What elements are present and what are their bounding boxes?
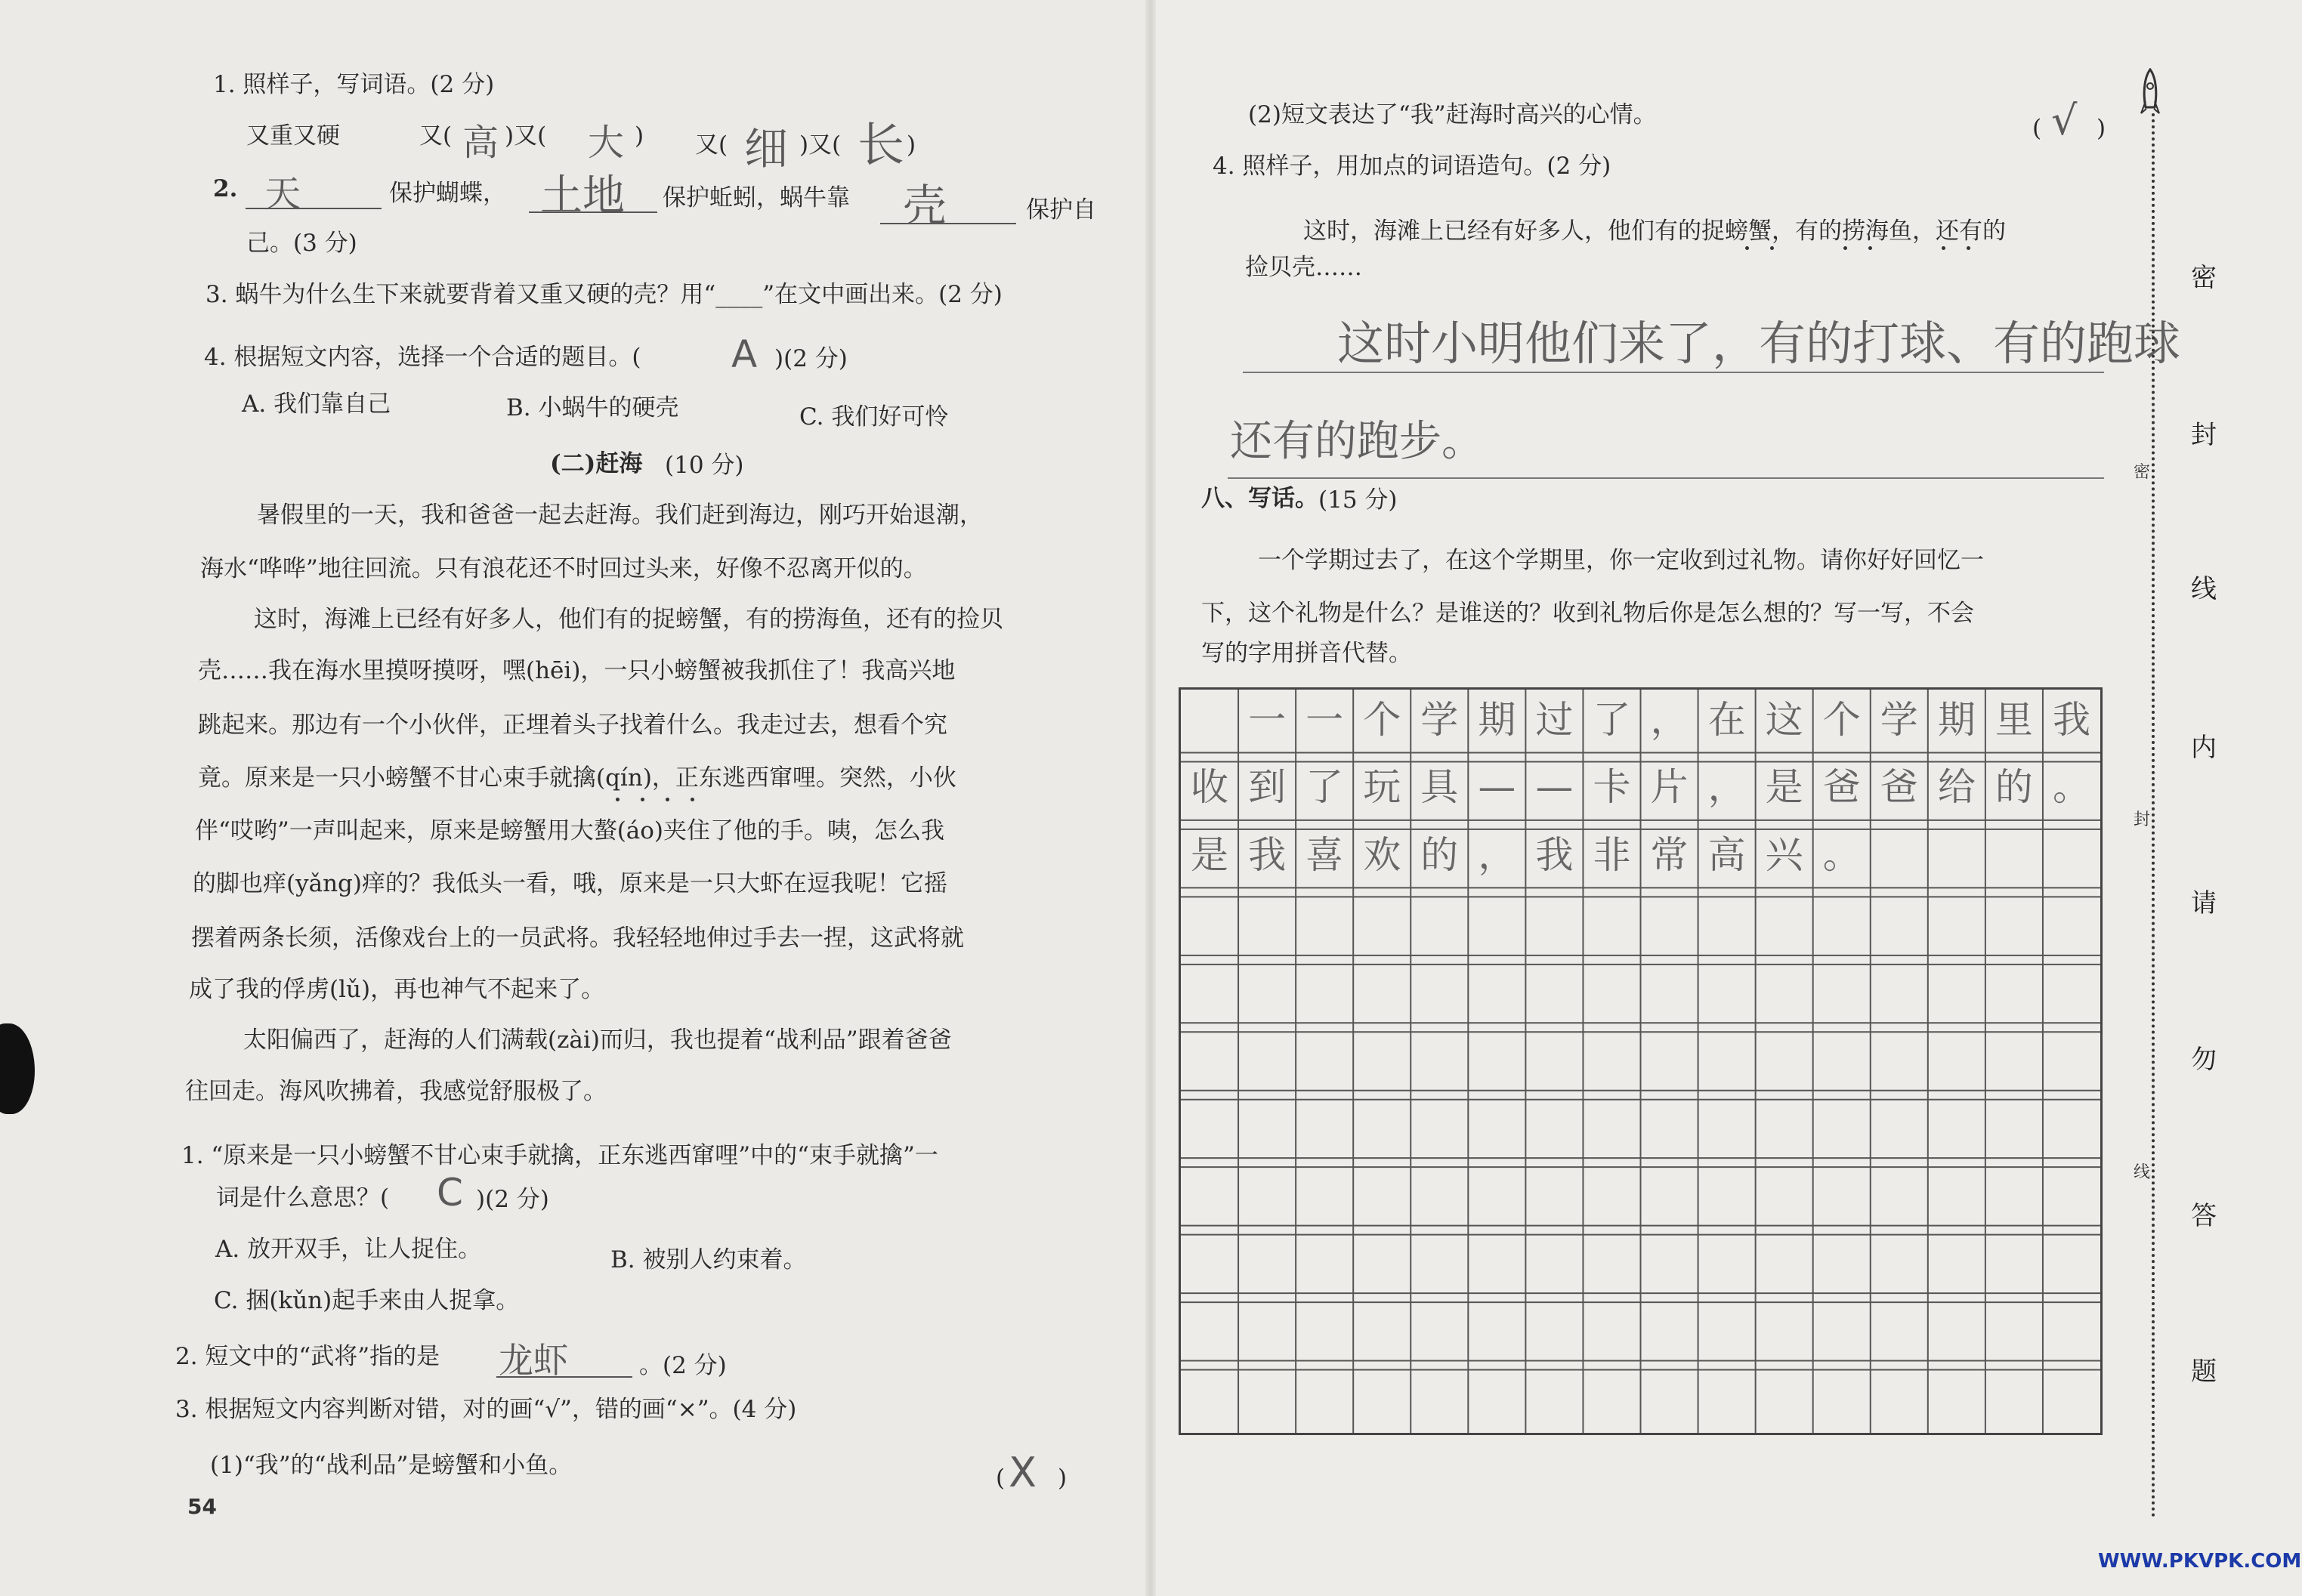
q1-open2: 又( [695, 131, 728, 159]
passage-line: 太阳偏西了，赶海的人们满载(zài)而归，我也提着“战利品”跟着爸爸 [243, 1026, 952, 1054]
grid-cell-char: 里 [1995, 698, 2033, 742]
side-char: 请 [2191, 888, 2217, 918]
passage-line: 暑假里的一天，我和爸爸一起去赶海。我们赶到海边，刚巧开始退潮， [257, 502, 983, 529]
passage-line: 跳起来。那边有一个小伙伴，正埋着头子找着什么。我走过去，想看个究 [198, 712, 947, 739]
q4r-sample-2: 捡贝壳…… [1245, 254, 1362, 281]
side-small-char: 密 [2134, 459, 2150, 483]
q4-text-b: )(2 分) [774, 345, 848, 372]
grid-cell-char [1985, 825, 2043, 892]
q2-text-4: 己。(3 分) [246, 230, 357, 257]
pq2-text-b: 。(2 分) [639, 1352, 727, 1379]
grid-cell-char [1871, 825, 1928, 892]
pq2-answer: 龙虾 [499, 1340, 568, 1381]
grid-cell-char: 到 [1248, 765, 1287, 810]
q4-option-c: C. 我们好可怜 [799, 403, 949, 431]
q4-text-a: 4. 根据短文内容，选择一个合适的题目。( [204, 344, 641, 371]
grid-cell-char [1181, 690, 1238, 757]
side-char: 题 [2191, 1357, 2217, 1387]
passage-line: 伴“哎哟”一声叫起来，原来是螃蟹用大螯(áo)夹住了他的手。咦，怎么我 [195, 817, 945, 844]
grid-cell-char [1928, 825, 1985, 892]
grid-cell-char: 高 [1707, 832, 1746, 877]
q4-option-a: A. 我们靠自己 [242, 391, 391, 418]
grid-cell-char: 。 [1822, 832, 1861, 877]
grid-cell-char: 我 [1535, 832, 1574, 877]
emphasis-dot [1745, 246, 1749, 250]
grid-cell-char: 喜 [1305, 832, 1344, 877]
grid-cell-char: 个 [1363, 698, 1401, 742]
grid-cell-char: 个 [1822, 698, 1861, 742]
grid-cell-char: 了 [1305, 765, 1344, 810]
q2-answer-2: 土地 [540, 171, 625, 221]
grid-cell-char: 具 [1420, 765, 1459, 810]
grid-cell-char: 是 [1765, 765, 1803, 810]
grid-cell-char: 学 [1880, 698, 1918, 742]
q4r-sample-1: 这时，海滩上已经有好多人，他们有的捉螃蟹，有的捞海鱼，还有的 [1303, 218, 2006, 245]
q4-option-b: B. 小蜗牛的硬壳 [506, 394, 679, 421]
grid-cell-char: 的 [1995, 765, 2033, 810]
emphasis-dot [641, 798, 644, 801]
section-title: (二)赶海 [550, 450, 643, 477]
side-char: 密 [2191, 263, 2217, 293]
emphasis-dot [616, 798, 620, 801]
grid-cell-char: 期 [1478, 698, 1516, 742]
q2-blank-3 [880, 193, 1016, 224]
pq3-mark-1: X [1009, 1449, 1037, 1496]
q8-prompt-1: 一个学期过去了，在这个学期里，你一定收到过礼物。请你好好回忆一 [1258, 547, 1984, 574]
q4r-answer-1: 这时小明他们来了，有的打球、有的跑球 [1337, 316, 2181, 371]
grid-cell-char: 。 [2052, 765, 2090, 810]
q1-text: 1. 照样子，写词语。(2 分) [213, 71, 495, 98]
grid-cell-char: 爸 [1880, 765, 1918, 810]
q1-answer-1: 高 [462, 122, 499, 164]
side-small-char: 封 [2134, 807, 2150, 830]
grid-cell-char: 我 [1248, 832, 1287, 877]
passage-line: 海水“哗哗”地往回流。只有浪花还不时回过头来，好像不忍离开似的。 [200, 555, 927, 582]
q1-answer-4: 长 [857, 117, 905, 172]
q2-text-1: 保护蝴蝶， [389, 180, 506, 207]
passage-line: 壳……我在海水里摸呀摸呀，嘿(hēi)，一只小螃蟹被我抓住了！我高兴地 [198, 657, 956, 684]
side-char: 封 [2191, 420, 2217, 450]
grid-cell-char: 收 [1191, 765, 1229, 810]
q8-prompt-3: 写的字用拼音代替。 [1201, 640, 1412, 667]
q4r-answer-2: 还有的跑步。 [1230, 417, 1484, 466]
pq3-item-1: (1)“我”的“战利品”是螃蟹和小鱼。 [210, 1452, 573, 1479]
q3-text: 3. 蜗牛为什么生下来就要背着又重又硬的壳？用“____”在文中画出来。(2 分) [205, 281, 1003, 308]
grid-cell-char: ， [1707, 765, 1746, 810]
grid-cell-char: 过 [1535, 698, 1574, 742]
q1-close1: ) [635, 122, 644, 150]
q1-sample: 又重又硬 [246, 122, 340, 150]
emphasis-dot [1868, 246, 1872, 250]
q1-answer-2: 大 [588, 122, 625, 164]
pq3-text: 3. 根据短文内容判断对错，对的画“√”，错的画“×”。(4 分) [175, 1396, 797, 1423]
passage-line: 的脚也痒(yǎng)痒的？我低头一看，哦，原来是一只大虾在逗我呢！它摇 [193, 870, 947, 897]
passage-line: 往回走。海风吹拂着，我感觉舒服极了。 [185, 1078, 607, 1105]
grid-cell-char: 期 [1937, 698, 1976, 742]
grid-cell-char: 是 [1191, 832, 1229, 877]
pq1-answer: C [437, 1171, 463, 1215]
q4r-text: 4. 照样子，用加点的词语造句。(2 分) [1213, 153, 1611, 180]
grid-cell-char: ， [1478, 832, 1516, 877]
q1-mid1: )又( [505, 122, 547, 150]
passage-line: 摆着两条长须，活像戏台上的一员武将。我轻轻地伸过手去一捏，这武将就 [191, 925, 964, 952]
q1-answer-3: 细 [744, 123, 789, 174]
q1-mid2: )又( [799, 131, 842, 159]
side-char: 答 [2191, 1201, 2217, 1231]
grid-cell-char: 玩 [1363, 765, 1401, 810]
side-char: 内 [2191, 733, 2217, 763]
q2-answer-3: 壳 [903, 180, 947, 231]
grid-cell-char: 欢 [1363, 832, 1401, 877]
pq3-mark-1-close: ) [1058, 1465, 1068, 1492]
pq2-text-a: 2. 短文中的“武将”指的是 [175, 1343, 440, 1370]
q2-text-2: 保护蚯蚓，蜗牛靠 [663, 184, 850, 211]
q8-title: 八、写话。 [1201, 485, 1318, 512]
grid-cell-char: — [1478, 765, 1516, 810]
section-score: (10 分) [665, 452, 744, 479]
emphasis-dot [691, 798, 694, 801]
grid-cell-char: 一 [1305, 698, 1344, 742]
pq1-text-c: )(2 分) [476, 1186, 549, 1213]
grid-cell-char: 兴 [1765, 832, 1803, 877]
grid-cell-char: 非 [1593, 832, 1631, 877]
grid-cell-char: — [1535, 765, 1574, 810]
item-2-mark-open: ( [2032, 115, 2042, 142]
pq1-option-a: A. 放开双手，让人捉住。 [215, 1236, 482, 1263]
item-2-mark: √ [2051, 97, 2078, 144]
item-2-text: (2)短文表达了“我”赶海时高兴的心情。 [1248, 101, 1657, 128]
grid-cell-char: 一 [1248, 698, 1287, 742]
grid-cell-char: 学 [1420, 698, 1459, 742]
pq3-mark-1-open: ( [996, 1465, 1006, 1492]
q2-answer-1: 天 [264, 173, 301, 215]
side-char: 勿 [2191, 1045, 2217, 1075]
emphasis-dot [1843, 246, 1847, 250]
q1-open1: 又( [419, 122, 453, 150]
grid-cell-char: 常 [1650, 832, 1689, 877]
emphasis-dot [666, 798, 669, 801]
pq1-text-b: 词是什么意思？( [216, 1184, 390, 1212]
grid-cell-char: 的 [1420, 832, 1459, 877]
grid-cell-char: 片 [1650, 765, 1689, 810]
grid-cell-char: 给 [1937, 765, 1976, 810]
q2-text-3: 保护自 [1026, 196, 1096, 224]
passage-line: 这时，海滩上已经有好多人，他们有的捉螃蟹，有的捞海鱼，还有的捡贝 [254, 606, 1003, 633]
emphasis-dot [1967, 246, 1970, 250]
writing-grid [1179, 687, 2103, 1435]
grid-cell-char: 卡 [1593, 765, 1631, 810]
passage-line: 竟。原来是一只小螃蟹不甘心束手就擒(qín)，正东逃西窜哩。突然，小伙 [198, 764, 956, 792]
pq1-option-c: C. 捆(kǔn)起手来由人捉拿。 [214, 1287, 520, 1314]
side-char: 线 [2191, 574, 2217, 604]
grid-cell-char: 在 [1707, 698, 1746, 742]
q8-prompt-2: 下，这个礼物是什么？是谁送的？收到礼物后你是怎么想的？写一写，不会 [1201, 600, 1974, 627]
q8-score: (15 分) [1318, 486, 1398, 514]
q1-close2: ) [907, 131, 916, 159]
grid-cell-char: ， [1650, 698, 1689, 742]
grid-cell-char: 我 [2052, 698, 2090, 742]
rocket-icon [2140, 68, 2160, 121]
website-watermark: WWW.PKVPK.COM [2098, 1550, 2302, 1573]
item-2-mark-close: ) [2097, 115, 2106, 142]
emphasis-dot [1942, 246, 1945, 250]
grid-cells [1181, 690, 2100, 1433]
pq1-option-b: B. 被别人约束着。 [610, 1246, 807, 1273]
seal-line [2152, 113, 2155, 1518]
q2-number: 2. [213, 175, 238, 202]
grid-cell-char [2043, 825, 2100, 892]
pq1-text-a: 1. “原来是一只小螃蟹不甘心束手就擒，正东逃西窜哩”中的“束手就擒”一 [181, 1142, 938, 1169]
grid-cell-char: 爸 [1822, 765, 1861, 810]
passage-line: 成了我的俘虏(lǔ)，再也神气不起来了。 [189, 976, 605, 1003]
emphasis-dot [1770, 246, 1774, 250]
book-fold [1145, 0, 1156, 1596]
grid-cell-char: 了 [1593, 698, 1631, 742]
grid-cell-char: 这 [1765, 698, 1803, 742]
side-small-char: 线 [2134, 1159, 2150, 1183]
page-number: 54 [187, 1494, 217, 1519]
q4-answer: A [731, 332, 758, 376]
